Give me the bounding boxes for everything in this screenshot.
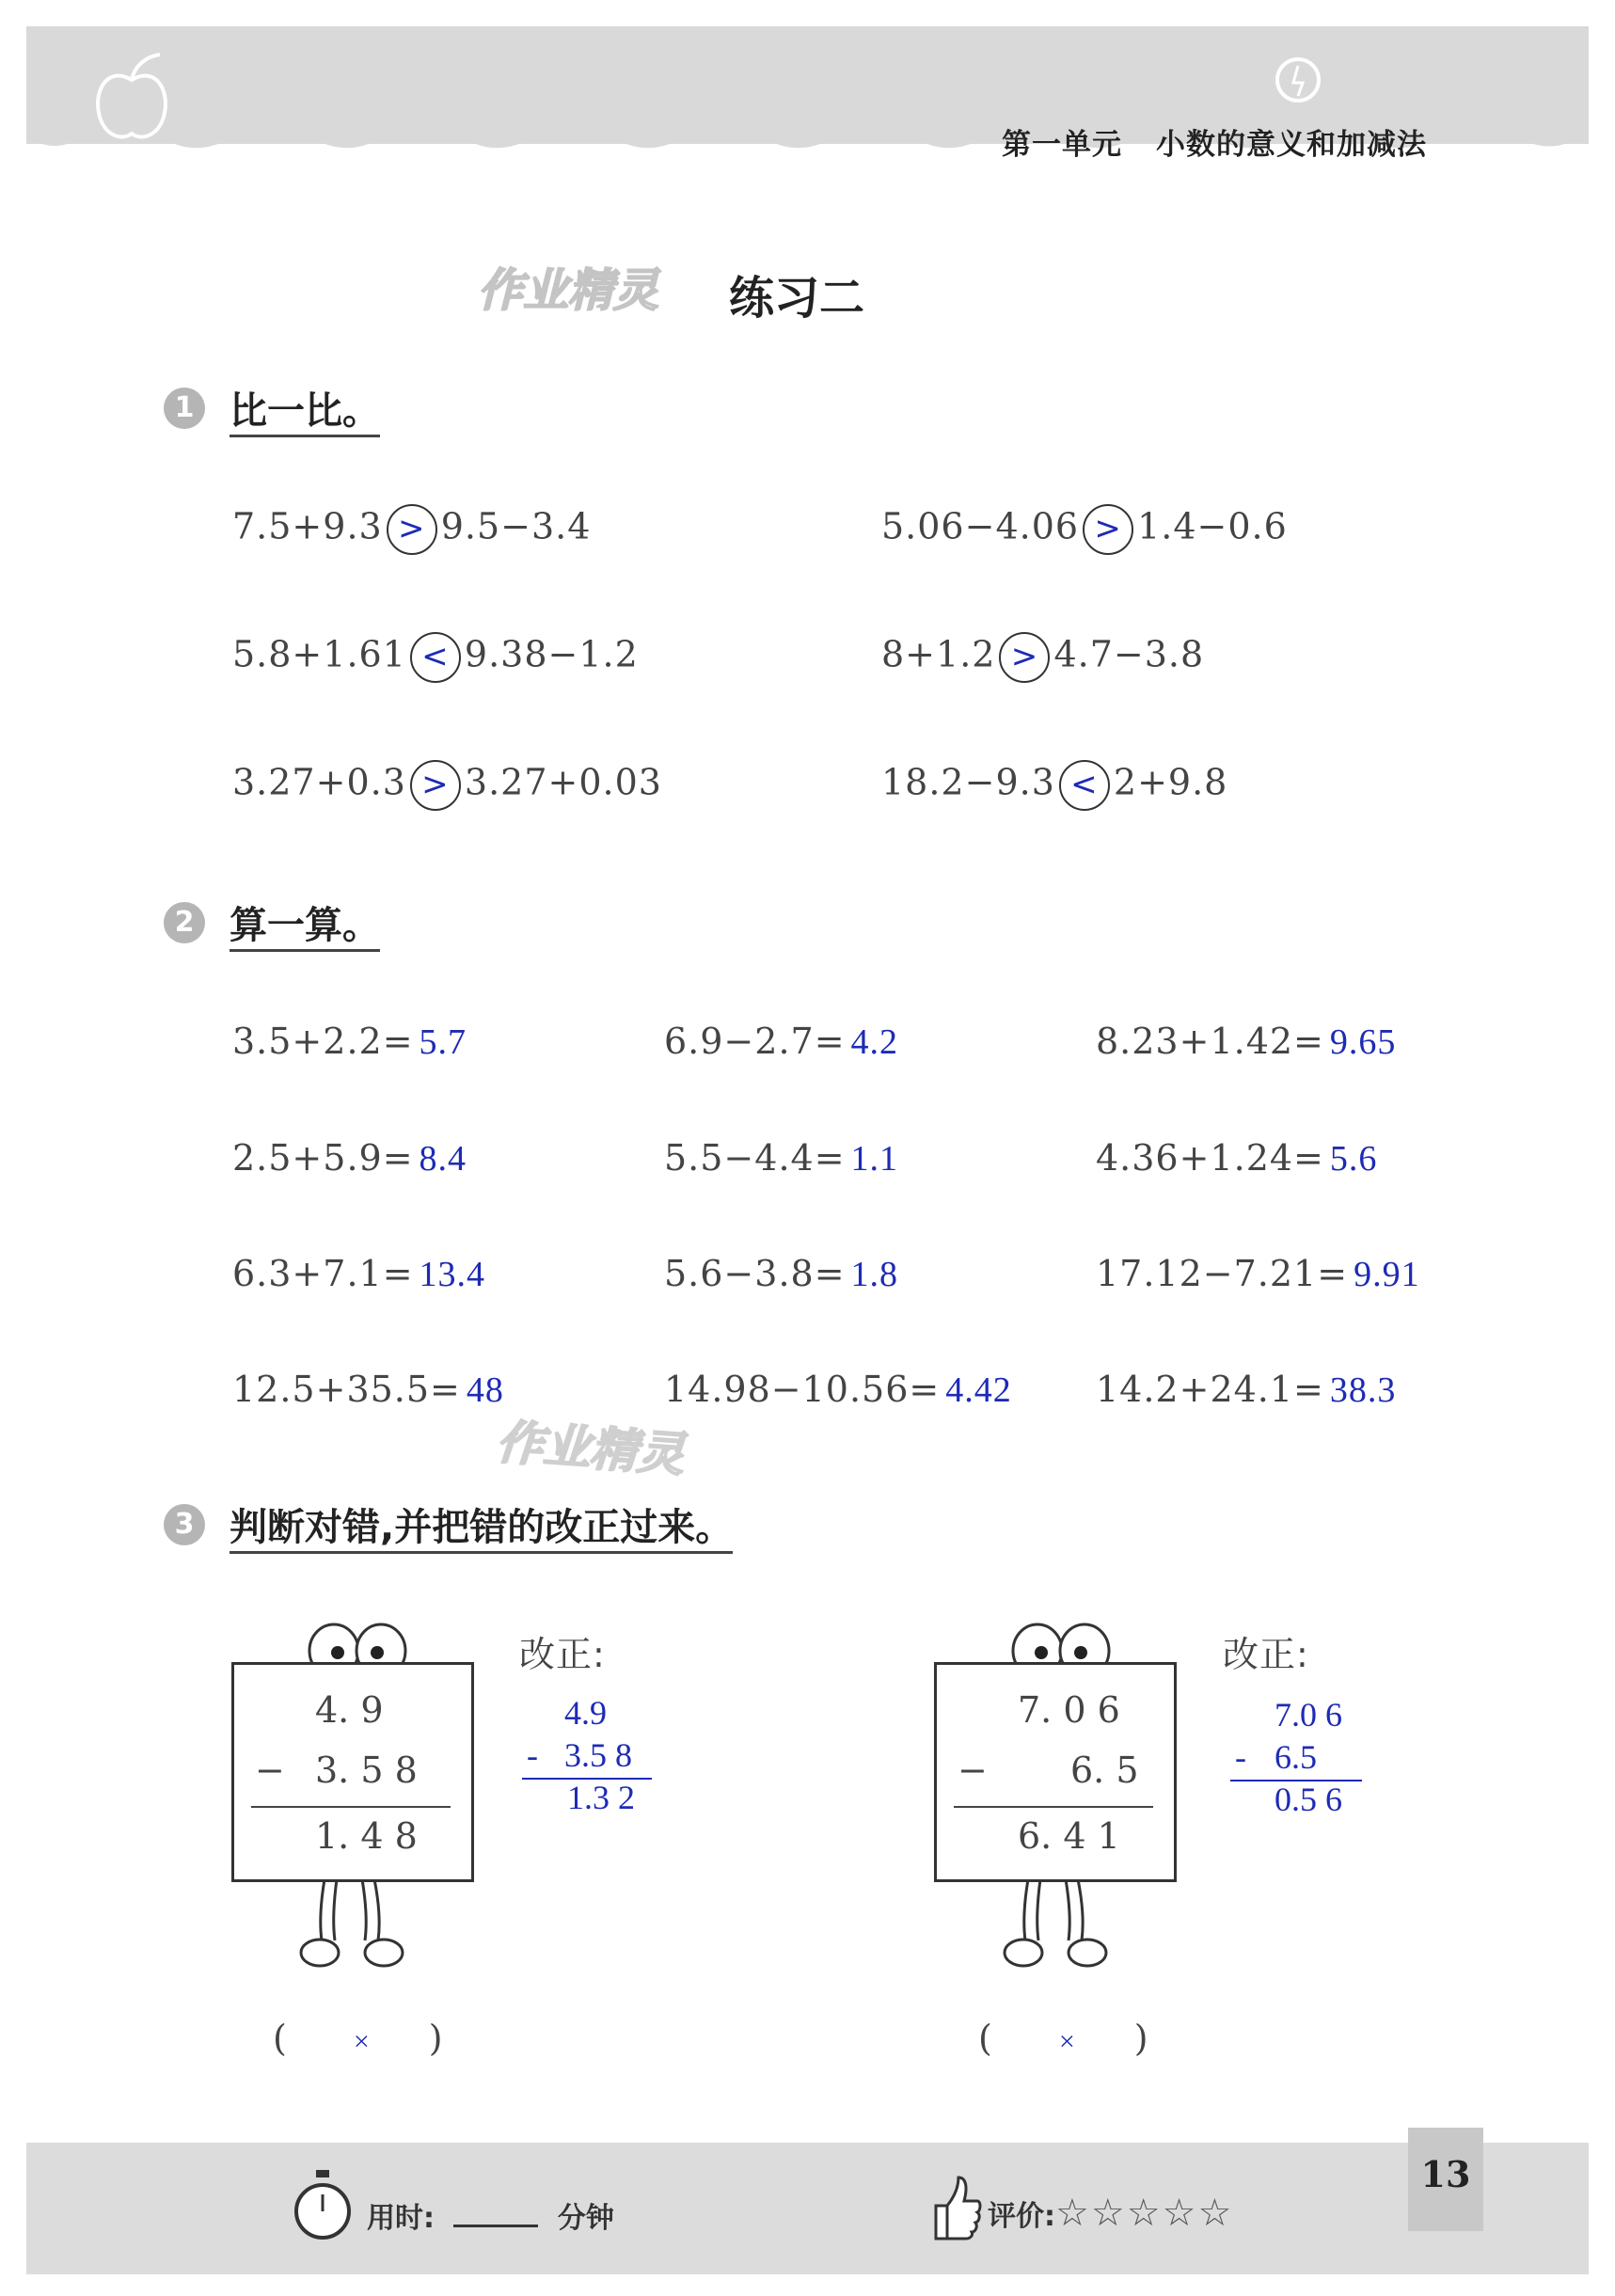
calc-answer: 1.1 (850, 1139, 899, 1179)
calc-answer: 4.42 (945, 1370, 1012, 1410)
calc-question: 3.5+2.2= (232, 1021, 414, 1062)
compare-right: 3.27+0.03 (464, 761, 662, 803)
compare-left: 18.2−9.3 (881, 761, 1055, 803)
compare-item (881, 632, 1204, 683)
verdict-mark: × (1058, 2026, 1076, 2057)
vertical-line (251, 1806, 451, 1808)
calc-answer: 48 (466, 1370, 504, 1410)
fix-top: 4.9 (564, 1694, 607, 1732)
calc-answer: 13.4 (419, 1255, 486, 1294)
compare-sign: > (387, 504, 437, 555)
calc-answer: 4.2 (850, 1022, 899, 1062)
fix-label: 改正: (519, 1634, 606, 1675)
vertical-line (954, 1806, 1153, 1808)
section-label: 算一算。 (230, 904, 380, 952)
vertical-bottom: 6. 5 (1070, 1750, 1139, 1791)
calc-question: 5.6−3.8= (664, 1253, 846, 1294)
header-unit-title (1002, 120, 1427, 163)
calc-answer: 5.7 (419, 1022, 467, 1062)
vertical-top: 7. 0 6 (1018, 1689, 1120, 1731)
calc-item (1096, 1021, 1396, 1063)
compare-sign: < (410, 632, 461, 683)
calc-question: 4.36+1.24= (1096, 1137, 1324, 1179)
calc-answer: 38.3 (1329, 1370, 1397, 1410)
calc-item (1096, 1137, 1377, 1180)
character-legs (995, 1879, 1117, 1973)
calc-question: 14.2+24.1= (1096, 1369, 1324, 1410)
verdict-mark: × (353, 2026, 371, 2057)
header-topic: 小数的意义和加减法 (1156, 128, 1427, 162)
calc-item (232, 1369, 504, 1411)
apple-icon (89, 47, 174, 150)
calc-item (664, 1137, 898, 1180)
time-unit: 分钟 (557, 2202, 614, 2235)
footer-bar (26, 2143, 1589, 2274)
compare-left: 5.8+1.61 (232, 633, 406, 675)
page-title: 练习二 (729, 272, 865, 325)
section-number: 3 (164, 1504, 205, 1545)
section-number: 2 (164, 902, 205, 943)
calc-item (232, 1137, 467, 1180)
page-number: 13 (1408, 2128, 1483, 2231)
fix-label: 改正: (1223, 1634, 1309, 1675)
compare-item (232, 632, 639, 683)
compare-sign: > (410, 760, 461, 811)
star-rating[interactable]: ☆☆☆☆☆ (1055, 2192, 1234, 2235)
compare-left: 7.5+9.3 (232, 505, 383, 547)
calc-item (232, 1021, 467, 1063)
vertical-top: 4. 9 (315, 1689, 384, 1731)
fix-result: 1.3 2 (567, 1779, 635, 1816)
compare-right: 2+9.8 (1113, 761, 1228, 803)
time-field (367, 2194, 614, 2236)
calc-question: 8.23+1.42= (1096, 1021, 1324, 1062)
verdict-paren: ( × ) (273, 2018, 444, 2059)
calc-question: 5.5−4.4= (664, 1137, 846, 1179)
compare-right: 9.5−3.4 (440, 505, 592, 547)
calc-answer: 9.91 (1354, 1255, 1420, 1294)
section-number: 1 (164, 388, 205, 429)
compare-item (232, 760, 662, 811)
lightbulb-icon (1265, 38, 1331, 122)
compare-item (232, 504, 591, 555)
compare-right: 9.38−1.2 (464, 633, 639, 675)
verdict-paren: ( × ) (978, 2018, 1149, 2059)
compare-sign: > (999, 632, 1050, 683)
compare-sign: < (1059, 760, 1110, 811)
time-blank[interactable] (453, 2225, 538, 2227)
evaluation (988, 2192, 1233, 2235)
vertical-calc-card (231, 1662, 474, 1882)
calc-item (664, 1369, 1012, 1411)
calc-answer: 5.6 (1329, 1139, 1378, 1179)
fix-result: 0.5 6 (1275, 1781, 1342, 1818)
calc-question: 2.5+5.9= (232, 1137, 414, 1179)
time-label: 用时: (367, 2202, 435, 2235)
stopwatch-icon (292, 2168, 354, 2243)
fix-bottom: 6.5 (1275, 1738, 1317, 1776)
thumbs-up-icon (926, 2173, 983, 2243)
calc-question: 17.12−7.21= (1096, 1253, 1349, 1294)
compare-left: 3.27+0.3 (232, 761, 406, 803)
calc-item (664, 1021, 898, 1063)
calc-answer: 1.8 (850, 1255, 899, 1294)
fix-operator: - (527, 1736, 538, 1774)
section-label: 判断对错,并把错的改正过来。 (230, 1506, 733, 1554)
calc-item (1096, 1369, 1396, 1411)
compare-item (881, 760, 1227, 811)
section-2-heading (164, 895, 380, 949)
calc-item (232, 1253, 485, 1295)
header-unit: 第一单元 (1002, 128, 1122, 162)
calc-item (664, 1253, 898, 1295)
vertical-operator: − (255, 1750, 285, 1791)
calc-answer: 8.4 (419, 1139, 467, 1179)
compare-left: 5.06−4.06 (881, 505, 1080, 547)
vertical-bottom: 3. 5 8 (315, 1750, 418, 1791)
vertical-result: 6. 4 1 (1018, 1815, 1120, 1857)
calc-item (1096, 1253, 1420, 1295)
character-legs (292, 1879, 414, 1973)
calc-answer: 9.65 (1329, 1022, 1397, 1062)
watermark: 作业精灵 (478, 264, 659, 317)
fix-operator: - (1235, 1738, 1246, 1776)
fix-bottom: 3.5 8 (564, 1736, 632, 1774)
section-3-heading (164, 1497, 733, 1551)
watermark: 作业精灵 (494, 1415, 687, 1482)
vertical-result: 1. 4 8 (315, 1815, 418, 1857)
compare-left: 8+1.2 (881, 633, 996, 675)
compare-sign: > (1083, 504, 1133, 555)
calc-question: 14.98−10.56= (664, 1369, 941, 1410)
eval-label: 评价: (988, 2200, 1055, 2233)
fix-top: 7.0 6 (1275, 1696, 1342, 1734)
vertical-operator: − (958, 1750, 988, 1791)
compare-right: 1.4−0.6 (1137, 505, 1288, 547)
vertical-calc-card (934, 1662, 1177, 1882)
calc-question: 12.5+35.5= (232, 1369, 461, 1410)
section-label: 比一比。 (230, 389, 380, 437)
section-1-heading (164, 381, 380, 435)
compare-right: 4.7−3.8 (1053, 633, 1205, 675)
calc-question: 6.9−2.7= (664, 1021, 846, 1062)
calc-question: 6.3+7.1= (232, 1253, 414, 1294)
compare-item (881, 504, 1288, 555)
